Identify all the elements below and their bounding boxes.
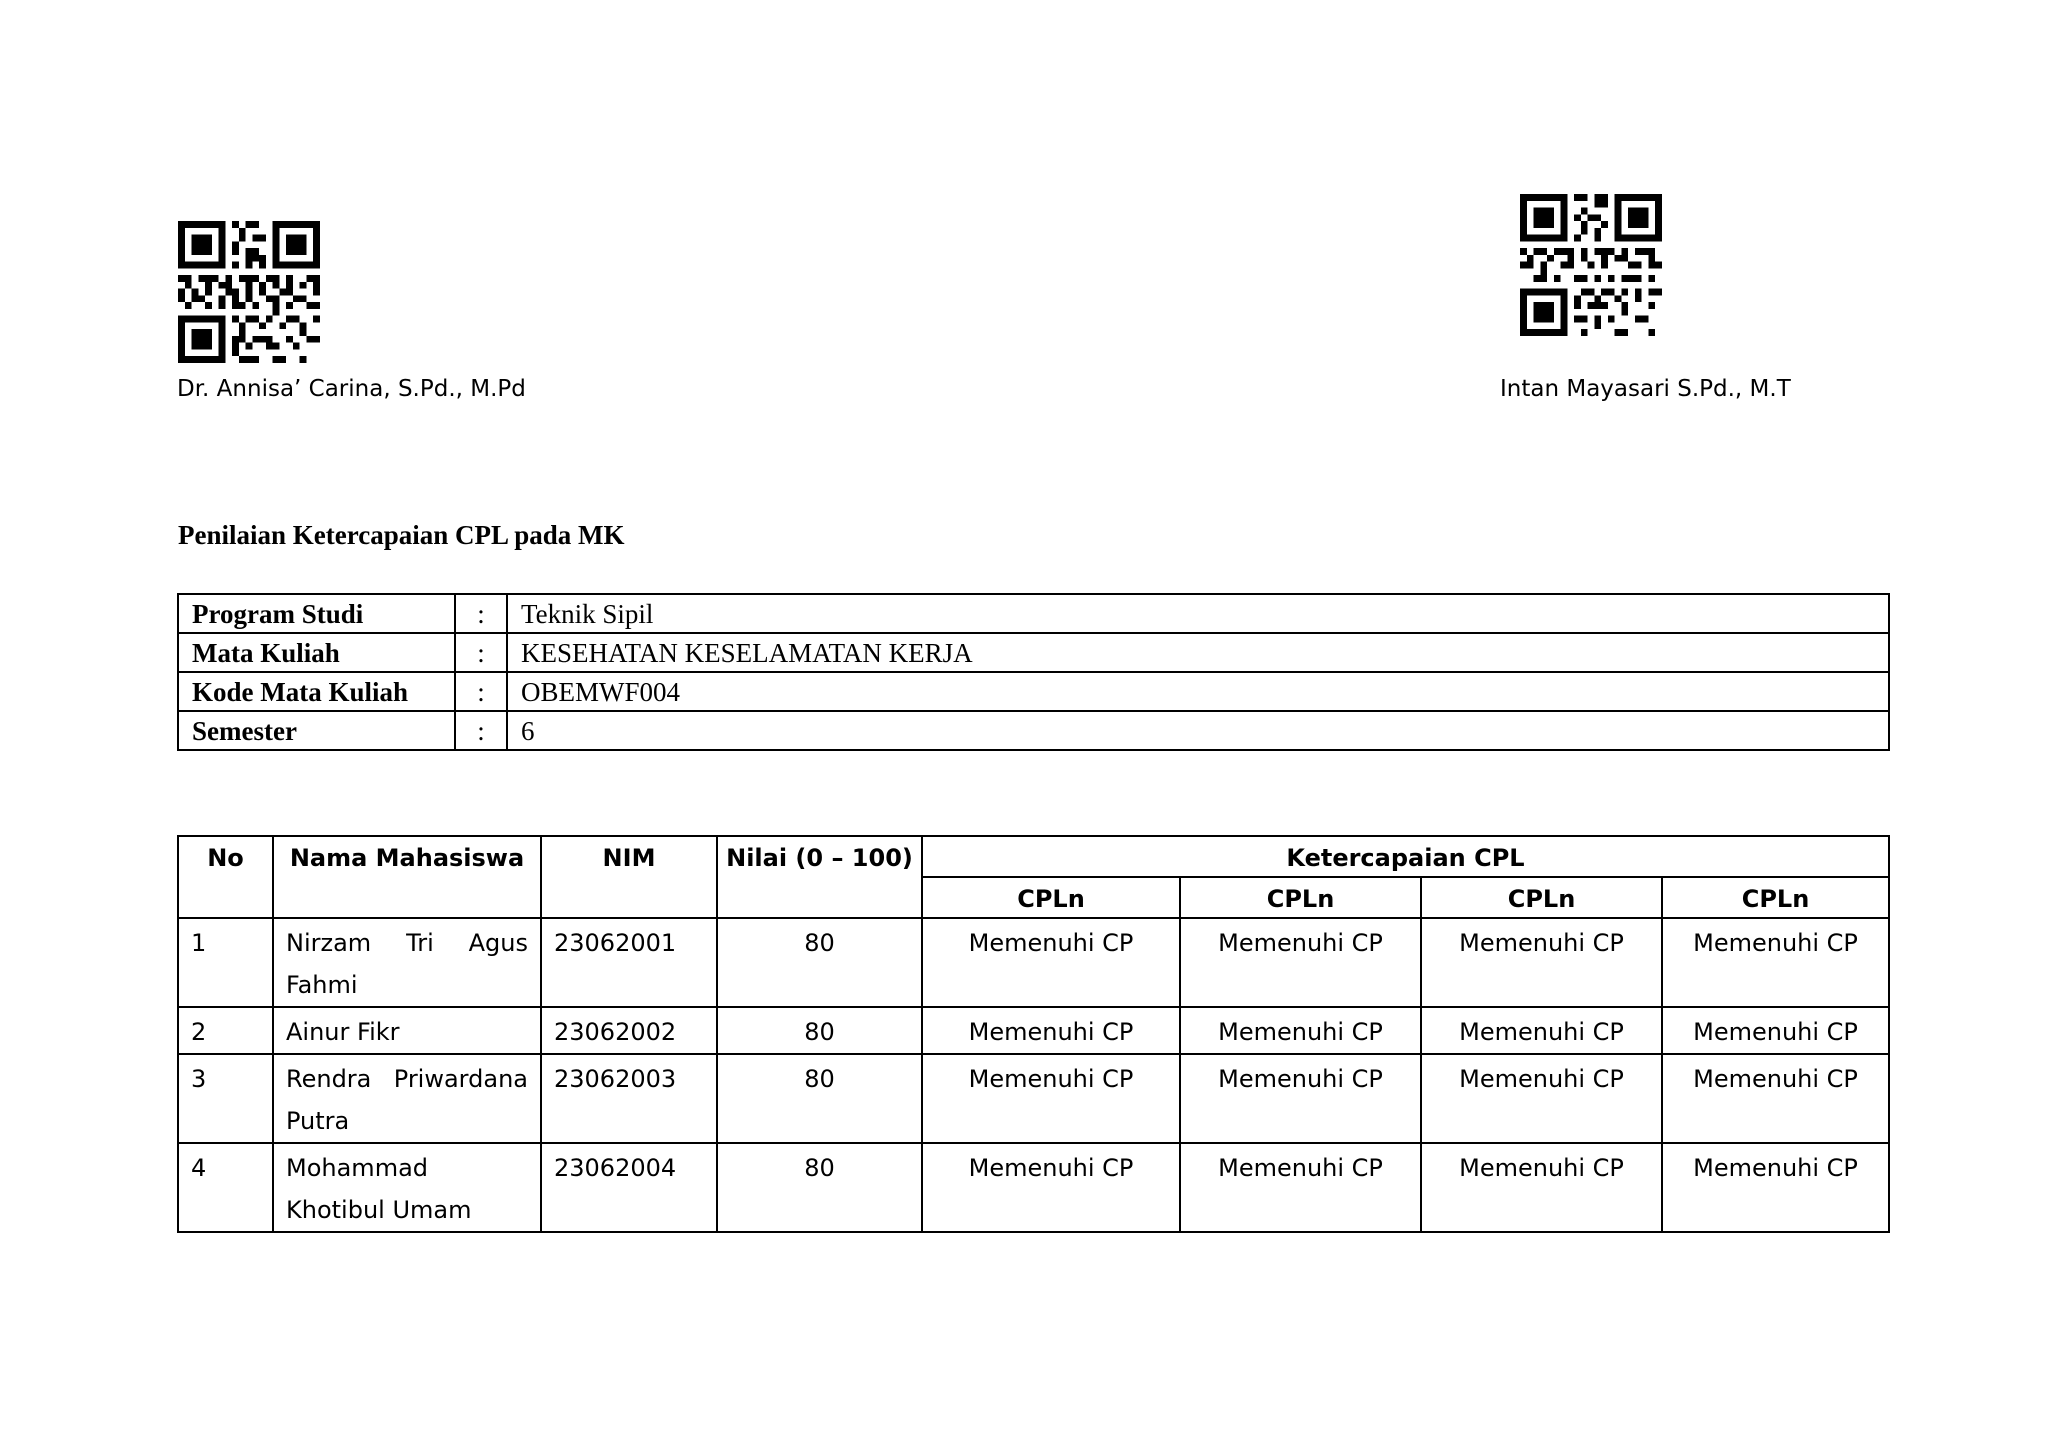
cell-cpl: Memenuhi CP	[1180, 1007, 1421, 1054]
info-label: Program Studi	[178, 594, 455, 633]
header-cpl: CPLn	[1662, 877, 1889, 918]
cell-score: 80	[717, 1143, 922, 1232]
signatory-right-name: Intan Mayasari S.Pd., M.T	[1500, 376, 1791, 402]
qr-code-left	[178, 221, 320, 363]
table-row	[178, 1143, 1889, 1232]
cell-cpl: Memenuhi CP	[922, 1054, 1180, 1143]
info-separator: :	[455, 672, 507, 711]
cell-no: 3	[178, 1054, 273, 1143]
cell-cpl: Memenuhi CP	[1421, 1054, 1662, 1143]
cell-nim: 23062003	[541, 1054, 717, 1143]
cell-name: Ainur Fikr	[273, 1007, 541, 1054]
header-cpl: CPLn	[922, 877, 1180, 918]
cell-score: 80	[717, 1007, 922, 1054]
info-row-program	[178, 594, 1889, 633]
cell-no: 4	[178, 1143, 273, 1232]
cell-cpl: Memenuhi CP	[1662, 1007, 1889, 1054]
course-info-table	[177, 593, 1890, 751]
cell-nim: 23062001	[541, 918, 717, 1007]
cell-nim: 23062002	[541, 1007, 717, 1054]
info-row-course-code	[178, 672, 1889, 711]
header-nim: NIM	[541, 836, 717, 918]
cell-score: 80	[717, 1054, 922, 1143]
cell-cpl: Memenuhi CP	[1421, 1007, 1662, 1054]
info-value: KESEHATAN KESELAMATAN KERJA	[507, 633, 1889, 672]
cell-cpl: Memenuhi CP	[1421, 1143, 1662, 1232]
cell-cpl: Memenuhi CP	[1180, 1143, 1421, 1232]
info-label: Kode Mata Kuliah	[178, 672, 455, 711]
cell-cpl: Memenuhi CP	[1662, 1143, 1889, 1232]
cell-cpl: Memenuhi CP	[1180, 918, 1421, 1007]
cell-no: 2	[178, 1007, 273, 1054]
cell-score: 80	[717, 918, 922, 1007]
cell-cpl: Memenuhi CP	[922, 1007, 1180, 1054]
cell-name: Nirzam Tri Agus Fahmi	[273, 918, 541, 1007]
info-separator: :	[455, 594, 507, 633]
info-row-semester	[178, 711, 1889, 750]
cell-cpl: Memenuhi CP	[922, 918, 1180, 1007]
info-value: Teknik Sipil	[507, 594, 1889, 633]
header-student-name: Nama Mahasiswa	[273, 836, 541, 918]
table-row	[178, 918, 1889, 1007]
info-separator: :	[455, 711, 507, 750]
header-row	[178, 836, 1889, 877]
cell-cpl: Memenuhi CP	[1662, 1054, 1889, 1143]
info-label: Mata Kuliah	[178, 633, 455, 672]
cell-cpl: Memenuhi CP	[1662, 918, 1889, 1007]
cell-cpl: Memenuhi CP	[1421, 918, 1662, 1007]
signatory-left-name: Dr. Annisa’ Carina, S.Pd., M.Pd	[177, 376, 526, 402]
table-row	[178, 1007, 1889, 1054]
header-score: Nilai (0 – 100)	[717, 836, 922, 918]
header-cpl: CPLn	[1421, 877, 1662, 918]
cell-name: Rendra Priwardana Putra	[273, 1054, 541, 1143]
section-title: Penilaian Ketercapaian CPL pada MK	[178, 520, 625, 550]
cpl-assessment-table	[177, 835, 1890, 1233]
info-value: 6	[507, 711, 1889, 750]
header-cpl: CPLn	[1180, 877, 1421, 918]
cell-cpl: Memenuhi CP	[1180, 1054, 1421, 1143]
info-label: Semester	[178, 711, 455, 750]
table-row	[178, 1054, 1889, 1143]
info-value: OBEMWF004	[507, 672, 1889, 711]
header-no: No	[178, 836, 273, 918]
cell-name: Mohammad Khotibul Umam	[273, 1143, 541, 1232]
cell-nim: 23062004	[541, 1143, 717, 1232]
cell-cpl: Memenuhi CP	[922, 1143, 1180, 1232]
header-cpl-group: Ketercapaian CPL	[922, 836, 1889, 877]
qr-code-right	[1520, 194, 1662, 336]
info-separator: :	[455, 633, 507, 672]
info-row-course	[178, 633, 1889, 672]
cell-no: 1	[178, 918, 273, 1007]
